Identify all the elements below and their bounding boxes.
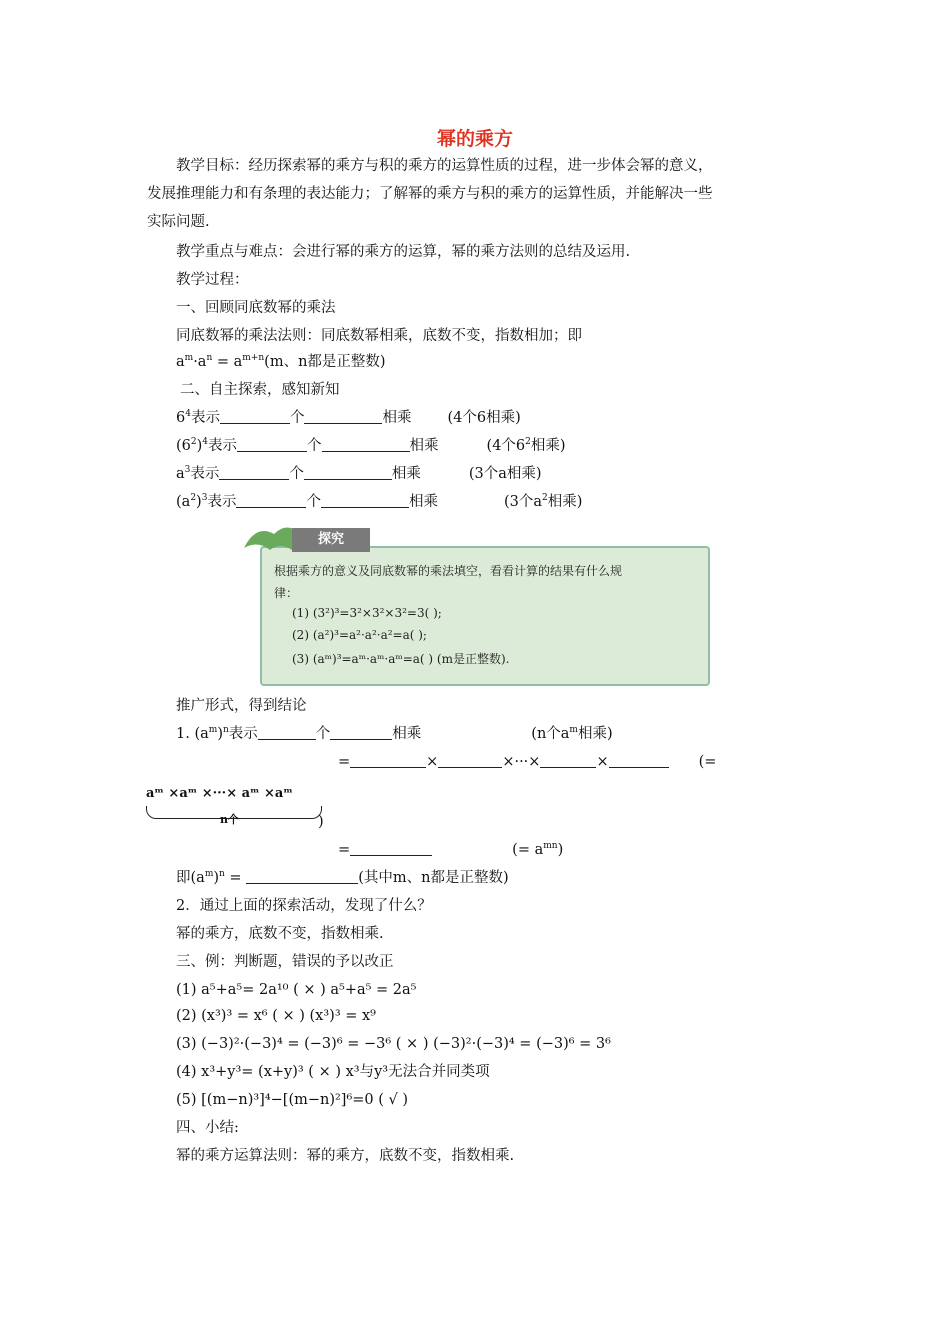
example-5: (5) [(m−n)³]⁴−[(m−n)²]⁶=0 ( √ ) [176, 1092, 409, 1108]
fill-line-4: $(a^2)^3$表示 个 相乘 (3个$a^2$相乘) [176, 493, 583, 510]
example-1: (1) a⁵+a⁵= 2a¹⁰ ( × ) a⁵+a⁵ = 2a⁵ [176, 982, 417, 998]
objective-line-2: 发展推理能力和有条理的表达能力；了解幂的乘方与积的乘方的运算性质，并能解决一些 [147, 186, 713, 202]
fill-line-1: $6^4$表示 个 相乘 (4个6相乘) [176, 409, 521, 426]
page-title: 幂的乘方 [436, 128, 513, 150]
objective-line-1: 教学目标：经历探索幂的乘方与积的乘方的运算性质的过程，进一步体会幂的意义， [176, 158, 713, 174]
example-4: (4) x³+y³= (x+y)³ ( × ) x³与y³无法合并同类项 [176, 1064, 490, 1080]
process-heading: 教学过程： [176, 272, 249, 288]
brace-label: n个 [220, 813, 239, 826]
objective-line-3: 实际问题. [147, 214, 210, 230]
explore-box [240, 520, 710, 686]
brace-expression: aᵐ ×aᵐ ×···× aᵐ ×aᵐ [146, 786, 293, 801]
generalize-line-2: = × ×···× × (= [338, 754, 717, 770]
explore-intro-2: 律： [274, 586, 299, 600]
conclusion-line: 即$(a^m)^n$ = (其中m、n都是正整数) [176, 869, 509, 886]
summary: 幂的乘方运算法则：幂的乘方，底数不变，指数相乘. [176, 1148, 515, 1164]
section-1-formula: $a^m\cdot a^n = a^{m+n}(m$、n都是正整数) [176, 353, 386, 370]
fill-line-3: $a^3$表示 个 相乘 (3个a相乘) [176, 465, 542, 482]
section-3-heading: 三、例：判断题，错误的予以改正 [176, 954, 394, 970]
explore-item-2: (2) (a²)³=a²·a²·a²=a( ); [292, 628, 427, 642]
generalize-question: 2．通过上面的探索活动，发现了什么？ [176, 898, 432, 914]
section-1-rule: 同底数幂的乘法法则：同底数幂相乘，底数不变，指数相加；即 [176, 328, 582, 344]
key-points: 教学重点与难点：会进行幂的乘方的运算，幂的乘方法则的总结及运用. [176, 244, 631, 260]
example-3: (3) (−3)²·(−3)⁴ = (−3)⁶ = −3⁶ ( × ) (−3)²·(−3)⁴ = (−3)⁶ = 3⁶ [176, 1036, 611, 1052]
generalize-line-3: = (= $a^{mn}$) [338, 841, 564, 858]
section-2-heading: 二、自主探索，感知新知 [180, 382, 340, 398]
decorative-leaf-icon [240, 520, 300, 556]
section-1-heading: 一、回顾同底数幂的乘法 [176, 300, 336, 316]
explore-item-1: (1) (3²)³=3²×3²×3²=3( ); [292, 606, 442, 620]
explore-tab: 探究 [292, 528, 370, 552]
explore-intro-1: 根据乘方的意义及同底数幂的乘法填空，看看计算的结果有什么规 [274, 564, 623, 578]
example-2: (2) (x³)³ = x⁶ ( × ) (x³)³ = x⁹ [176, 1008, 376, 1024]
generalize-heading: 推广形式，得到结论 [176, 698, 307, 714]
explore-item-3: (3) (aᵐ)³=aᵐ·aᵐ·aᵐ=a( ) (m是正整数). [292, 652, 510, 666]
brace-close-paren: ) [318, 814, 324, 830]
fill-line-2: $(6^2)^4$表示 个 相乘 (4个$6^2$相乘) [176, 437, 566, 454]
generalize-line-1: 1. $(a^m)^n$表示 个 相乘 (n个$a^m$相乘) [176, 725, 613, 742]
section-4-heading: 四、小结: [176, 1120, 239, 1136]
generalize-answer: 幂的乘方，底数不变，指数相乘. [176, 926, 384, 942]
